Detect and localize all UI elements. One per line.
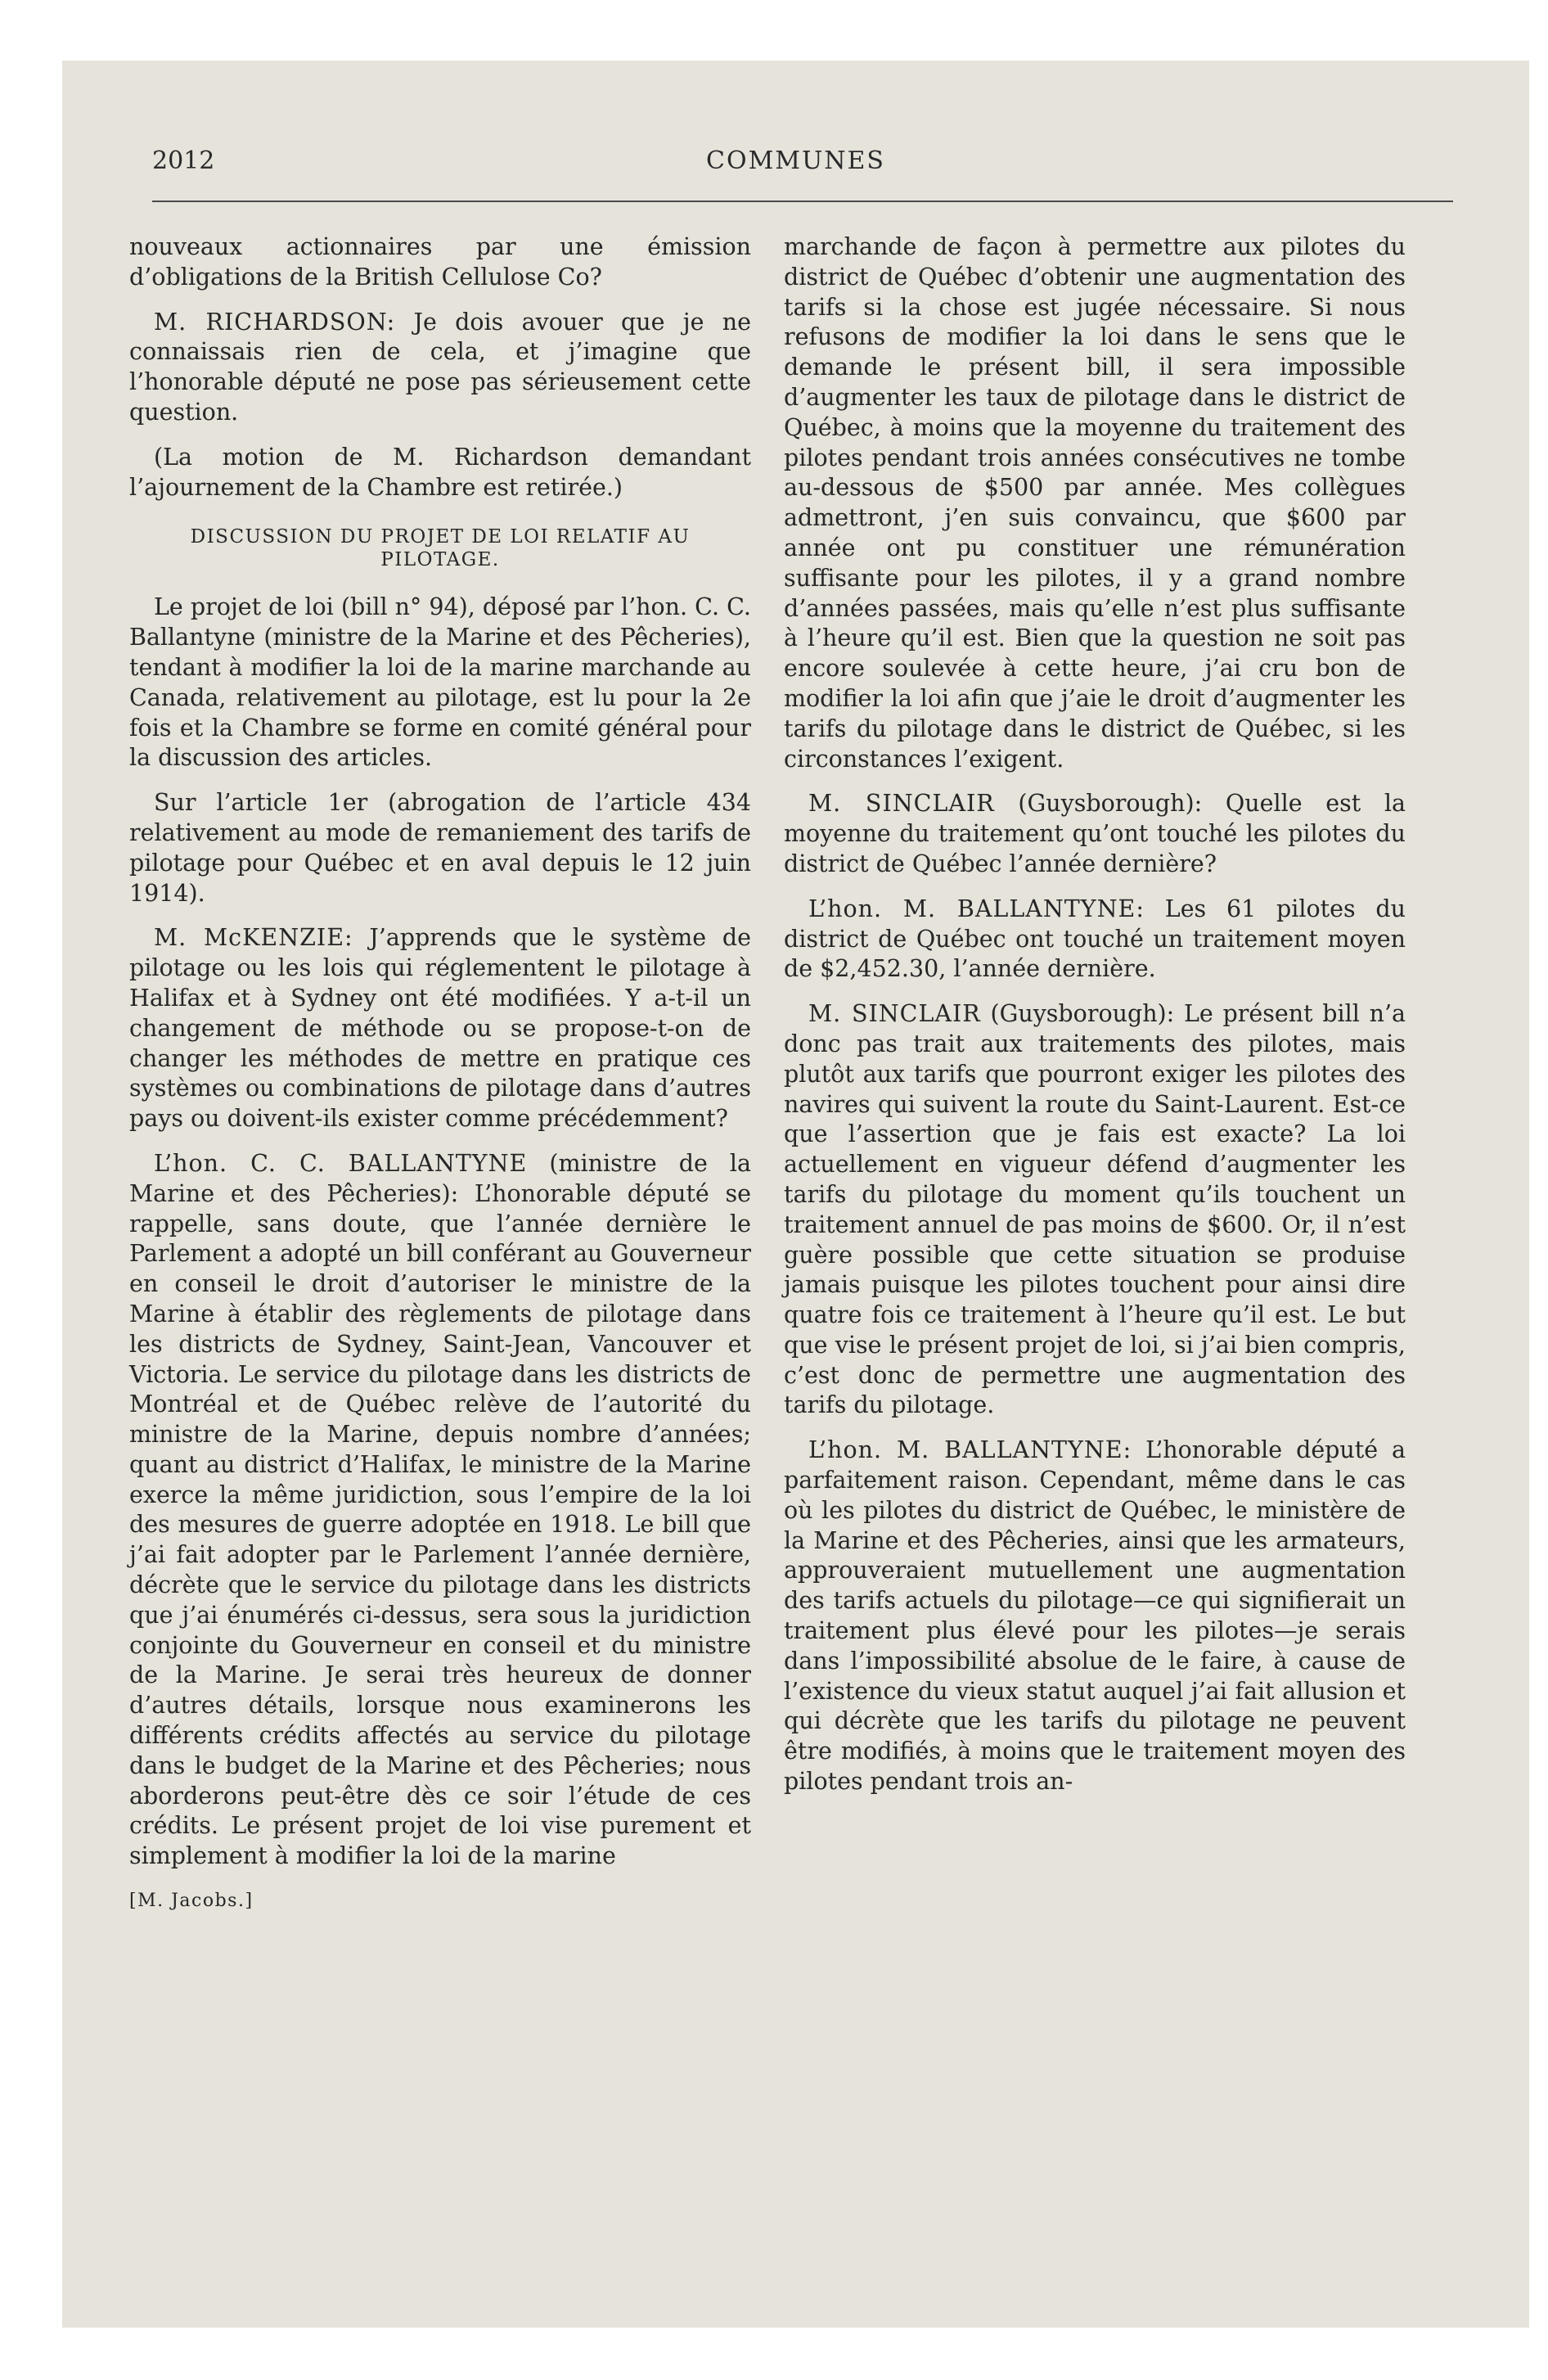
paragraph-text: Les 61 pilotes du district de Québec ont touché un traitement moyen de $2,452.30, l’année dernière. [784, 895, 1406, 983]
paragraph [784, 999, 1406, 1421]
header-rule [152, 201, 1453, 202]
speaker-name: M. McKENZIE: [154, 924, 353, 952]
speaker-name: M. SINCLAIR [808, 1000, 981, 1028]
paragraph-text: L’honorable député a parfaitement raison. Cependant, même dans le cas où les pilotes du district de Québec, le ministère de la Marine et des Pêcheries, ainsi que les armateurs, approuveraient mutuellement une augmentation des tarifs actuels du pilotage—ce qui signifierait un traitement plus élevé pour les pilotes—je serais dans l’impossibilité absolue de le faire, à cause de l’existence du vieux statut auquel j’ai fait allusion et qui décrète que les tarifs du pilotage ne peuvent être modifiés, à moins que le traitement moyen des pilotes pendant trois an- [784, 1436, 1406, 1796]
speaker-name: M. RICHARDSON: [154, 308, 396, 336]
paragraph [129, 308, 751, 428]
paragraph-text: (La motion de M. Richardson demandant l’ajournement de la Chambre est retirée.) [129, 443, 751, 501]
speaker-name: M. SINCLAIR [808, 790, 995, 818]
paragraph [129, 443, 751, 503]
speaker-name: L’hon. M. BALLANTYNE: [808, 1436, 1132, 1464]
paragraph [784, 789, 1406, 879]
paragraph-text: nouveaux actionnaires par une émission d’obligations de la British Cellulose Co? [129, 233, 751, 291]
paragraph [784, 232, 1406, 774]
paragraph [784, 895, 1406, 985]
paragraph-text: (Guysborough): Quelle est la moyenne du traitement qu’ont touché les pilotes du district de Québec l’année dernière? [784, 790, 1406, 877]
paragraph-text: (ministre de la Marine et des Pêcheries): L’honorable député se rappelle, sans doute, que l’année dernière le Parlement a adopté un bill conférant au Gouverneur en conseil le droit d’autoriser le ministre de la Marine à établir des règlements de pilotage dans les districts de Sydney, Saint-Jean, Vancouver et Victoria. Le service du pilotage dans les districts de Montréal et de Québec relève de l’autorité du ministre de la Marine, depuis nombre d’années; quant au district d’Halifax, le ministre de la Marine exerce la même juridiction, sous l’empire de la loi des mesures de guerre adoptée en 1918. Le bill que j’ai fait adopter par le Parlement l’année dernière, décrète que le service du pilotage dans les districts que j’ai énumérés ci-dessus, sera sous la juridiction conjointe du Gouverneur en conseil et du ministre de la Marine. Je serai très heureux de donner d’autres détails, lorsque nous examinerons les différents crédits affectés au service du pilotage dans le budget de la Marine et des Pêcheries; nous aborderons peut-être dès ce soir l’étude de ces crédits. Le présent projet de loi vise purement et simplement à modifier la loi de la marine [129, 1149, 751, 1870]
running-title: COMMUNES [706, 146, 885, 175]
paragraph [129, 593, 751, 773]
speaker-name: L’hon. C. C. BALLANTYNE [154, 1149, 528, 1177]
page-sheet [62, 61, 1529, 2328]
right-column [784, 232, 1406, 1812]
paragraph-text: J’apprends que le système de pilotage ou les lois qui réglementent le pilotage à Halifax et à Sydney ont été modifiées. Y a-t-il un changement de méthode ou se propose-t-on de changer les méthodes de mettre en pratique ces systèmes ou combinations de pilotage dans d’autres pays ou doivent-ils exister comme précédemment? [129, 924, 751, 1133]
paragraph-text: Le projet de loi (bill n° 94), déposé par l’hon. C. C. Ballantyne (ministre de la Marine et des Pêcheries), tendant à modifier la loi de la marine marchande au Canada, relativement au pilotage, est lu pour la 2e fois et la Chambre se forme en comité général pour la discussion des articles. [129, 593, 751, 772]
paragraph-text: marchande de façon à permettre aux pilotes du district de Québec d’obtenir une augmentation des tarifs si la chose est jugée nécessaire. Si nous refusons de modifier la loi dans le sens que le demande le présent bill, il sera impossible d’augmenter les taux de pilotage dans le district de Québec, à moins que la moyenne du traitement des pilotes pendant trois années consécutives ne tombe au-dessous de $500 par année. Mes collègues admettront, j’en suis convaincu, que $600 par année ont pu constituer une rémunération suffisante pour les pilotes, il y a grand nombre d’années passées, mais qu’elle n’est plus suffisante à l’heure qu’il est. Bien que la question ne soit pas encore soulevée à cette heure, j’ai cru bon de modifier la loi afin que j’aie le droit d’augmenter les tarifs du pilotage dans le district de Québec, si les circonstances l’exigent. [784, 233, 1406, 773]
paragraph [129, 788, 751, 908]
paragraph [129, 232, 751, 293]
paragraph [784, 1436, 1406, 1797]
page-header [62, 146, 1529, 179]
paragraph-text: Sur l’article 1er (abrogation de l’article 434 relativement au mode de remaniement des tarifs de pilotage pour Québec et en aval depuis le 12 juin 1914). [129, 789, 751, 907]
paragraph [129, 1149, 751, 1872]
speaker-signature: [M. Jacobs.] [129, 1891, 254, 1912]
paragraph-text: (Guysborough): Le présent bill n’a donc pas trait aux traitements des pilotes, mais plutôt aux tarifs que pourront exiger les pilotes des navires qui suivent la route du Saint-Laurent. Est-ce que l’assertion que je fais est exacte? La loi actuellement en vigueur défend d’augmenter les tarifs du pilotage du moment qu’ils touchent un traitement annuel de pas moins de $600. Or, il n’est guère possible que cette situation se produise jamais puisque les pilotes touchent pour ainsi dire quatre fois ce traitement à l’heure qu’il est. Le but que vise le présent projet de loi, si j’ai bien compris, c’est donc de permettre une augmentation des tarifs du pilotage. [784, 1000, 1406, 1419]
speaker-name: L’hon. M. BALLANTYNE: [808, 895, 1145, 922]
paragraph-text: Je dois avouer que je ne connaissais rien de cela, et j’imagine que l’honorable député ne pose pas sérieusement cette question. [129, 308, 752, 426]
page-number: 2012 [152, 146, 215, 175]
left-column [129, 232, 751, 1917]
section-heading: DISCUSSION DU PROJET DE LOI RELATIF AU PILOTAGE. [190, 526, 691, 571]
paragraph [129, 923, 751, 1134]
